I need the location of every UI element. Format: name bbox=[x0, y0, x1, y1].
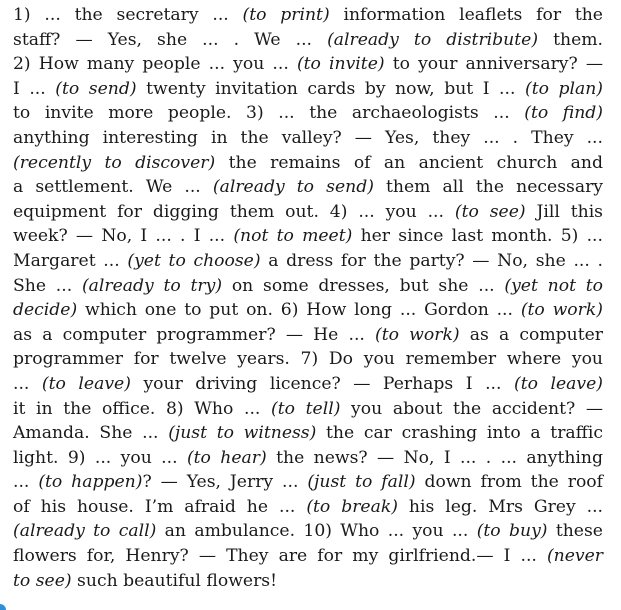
verb-prompt: (recently to discover) bbox=[13, 152, 216, 173]
verb-prompt: (already to call) bbox=[13, 521, 157, 542]
text-segment: ... bbox=[13, 373, 42, 394]
text-segment: the news? — No, I ... . ... anything bbox=[266, 447, 603, 468]
text-line bbox=[13, 200, 603, 225]
text-line bbox=[13, 224, 603, 249]
text-line bbox=[13, 495, 603, 520]
text-segment: the car crashing into a traffic bbox=[316, 423, 603, 444]
text-segment: down from the roof bbox=[415, 472, 604, 493]
text-segment: her since last month. 5) ... bbox=[352, 226, 603, 247]
text-segment: light. 9) ... you ... bbox=[13, 447, 187, 468]
text-segment: his leg. Mrs Grey ... bbox=[397, 496, 603, 517]
text-segment: such beautiful flowers! bbox=[71, 570, 278, 591]
text-line bbox=[13, 372, 603, 397]
text-line bbox=[13, 298, 603, 323]
text-segment: the remains of an ancient church and bbox=[215, 152, 603, 173]
text-line bbox=[13, 519, 603, 544]
text-segment: of his house. I’m afraid he ... bbox=[13, 496, 307, 517]
exercise-text bbox=[13, 3, 603, 593]
text-segment: your driving licence? — Perhaps I ... bbox=[130, 373, 515, 394]
text-segment: Amanda. She ... bbox=[13, 423, 169, 444]
verb-prompt: (to print) bbox=[242, 5, 330, 25]
text-segment: flowers for, Henry? — They are for my girlfriend.— I ... bbox=[13, 546, 547, 567]
verb-prompt: (to leave) bbox=[514, 373, 604, 394]
verb-prompt: (already to distribute) bbox=[327, 29, 539, 50]
verb-prompt: (to buy) bbox=[476, 521, 548, 542]
text-segment: which one to put on. 6) How long ... Gordon ... bbox=[77, 300, 521, 321]
text-segment: She ... bbox=[13, 275, 82, 296]
text-segment: these bbox=[547, 521, 603, 542]
text-line bbox=[13, 274, 603, 299]
text-line bbox=[13, 470, 603, 495]
text-line bbox=[13, 28, 603, 53]
text-segment: you about the accident? — bbox=[340, 398, 604, 419]
text-segment: week? — No, I ... . I ... bbox=[13, 226, 234, 247]
verb-prompt: (just to witness) bbox=[168, 423, 317, 444]
verb-prompt: (to tell) bbox=[271, 398, 341, 419]
text-line bbox=[13, 3, 603, 28]
verb-prompt: to see) bbox=[13, 570, 72, 591]
verb-prompt: (to see) bbox=[454, 201, 526, 222]
text-line bbox=[13, 569, 603, 594]
verb-prompt: (to invite) bbox=[296, 54, 385, 75]
text-segment: an ambulance. 10) Who ... you ... bbox=[156, 521, 477, 542]
text-line bbox=[13, 52, 603, 77]
text-segment: information leaflets for the bbox=[329, 5, 603, 25]
verb-prompt: (yet to choose) bbox=[127, 250, 261, 271]
text-segment: as a computer programmer? — He ... bbox=[13, 324, 376, 345]
text-segment: equipment for digging them out. 4) ... you ... bbox=[13, 201, 455, 222]
verb-prompt: (to work) bbox=[375, 324, 460, 345]
verb-prompt: (to send) bbox=[55, 78, 137, 99]
corner-mark bbox=[0, 604, 6, 610]
verb-prompt: decide) bbox=[13, 300, 78, 321]
text-segment: to invite more people. 3) ... the archaeologists ... bbox=[13, 103, 525, 124]
text-segment: 2) How many people ... you ... bbox=[13, 54, 297, 75]
text-line bbox=[13, 126, 603, 151]
text-segment: I ... bbox=[13, 78, 56, 99]
verb-prompt: (just to fall) bbox=[307, 472, 416, 493]
text-line bbox=[13, 175, 603, 200]
text-segment: anything interesting in the valley? — Yes, they ... . They ... bbox=[13, 127, 603, 148]
verb-prompt: (to plan) bbox=[524, 78, 604, 99]
text-segment: 1) ... the secretary ... bbox=[13, 5, 243, 25]
text-segment: a dress for the party? — No, she ... . bbox=[260, 250, 603, 271]
verb-prompt: (to break) bbox=[306, 496, 398, 517]
verb-prompt: (already to try) bbox=[81, 275, 223, 296]
text-line bbox=[13, 77, 603, 102]
text-line bbox=[13, 397, 603, 422]
text-segment: ... bbox=[13, 472, 39, 493]
text-line bbox=[13, 421, 603, 446]
text-segment: staff? — Yes, she ... . We ... bbox=[13, 29, 328, 50]
verb-prompt: (to find) bbox=[524, 103, 603, 124]
verb-prompt: (never bbox=[546, 546, 603, 567]
text-line bbox=[13, 101, 603, 126]
text-line bbox=[13, 151, 603, 176]
text-segment: Margaret ... bbox=[13, 250, 128, 271]
verb-prompt: (to happen) bbox=[38, 472, 143, 493]
verb-prompt: (already to send) bbox=[212, 177, 374, 198]
text-segment: Jill this bbox=[525, 201, 604, 222]
text-segment: to your anniversary? — bbox=[384, 54, 604, 75]
text-segment: them. bbox=[538, 29, 604, 50]
text-segment: a settlement. We ... bbox=[13, 177, 213, 198]
text-segment: programmer for twelve years. 7) Do you remember where you bbox=[13, 349, 603, 370]
verb-prompt: (to hear) bbox=[186, 447, 267, 468]
verb-prompt: (to work) bbox=[520, 300, 603, 321]
text-line bbox=[13, 323, 603, 348]
text-line bbox=[13, 446, 603, 471]
text-line bbox=[13, 544, 603, 569]
text-segment: it in the office. 8) Who ... bbox=[13, 398, 272, 419]
text-segment: them all the necessary bbox=[373, 177, 604, 198]
text-segment: twenty invitation cards by now, but I ... bbox=[136, 78, 525, 99]
text-segment: as a computer bbox=[459, 324, 603, 345]
text-segment: on some dresses, but she ... bbox=[222, 275, 505, 296]
verb-prompt: (not to meet) bbox=[233, 226, 353, 247]
verb-prompt: (yet not to bbox=[504, 275, 603, 296]
text-line bbox=[13, 249, 603, 274]
verb-prompt: (to leave) bbox=[41, 373, 131, 394]
text-line bbox=[13, 347, 603, 372]
text-segment: ? — Yes, Jerry ... bbox=[142, 472, 308, 493]
